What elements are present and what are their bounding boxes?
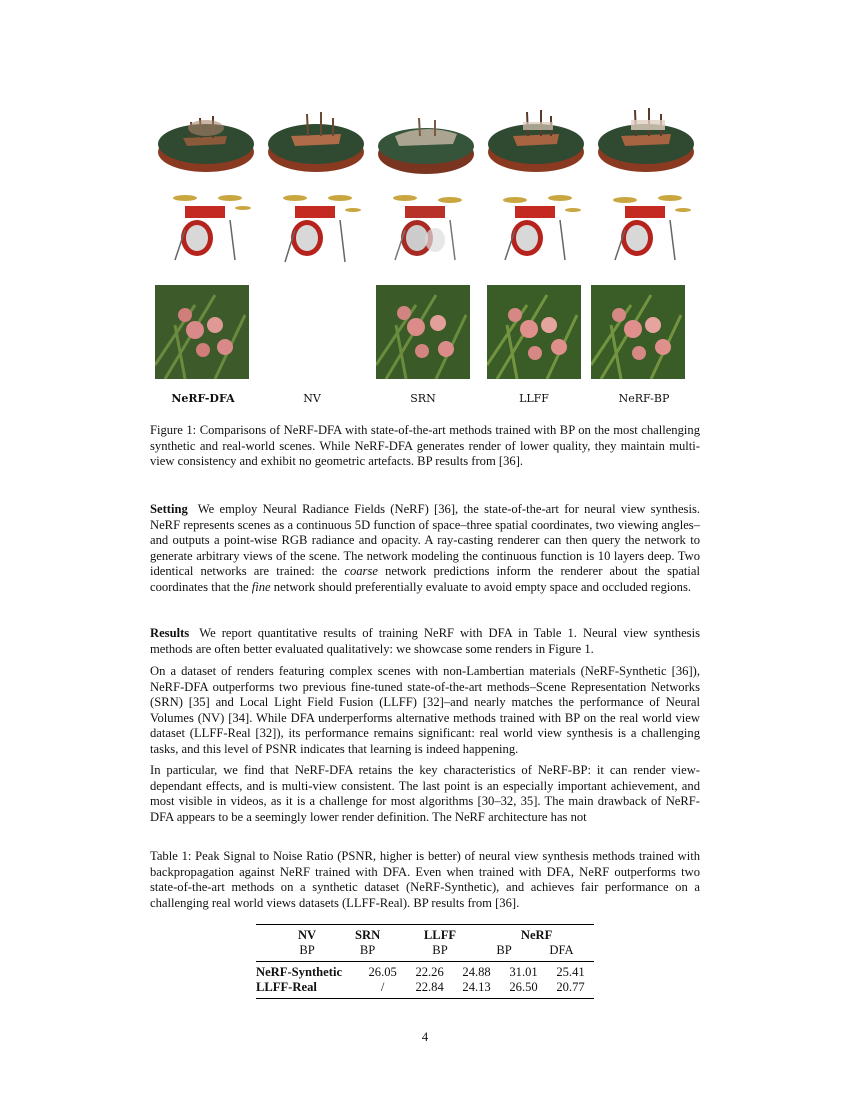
- table-sub-cell: DFA: [549, 943, 574, 957]
- column-label-llff: LLFF: [519, 392, 549, 405]
- orchid-render-llff: [487, 285, 581, 379]
- drums-render-srn: [375, 190, 477, 270]
- ship-render-srn: [375, 108, 477, 188]
- table-row: [256, 965, 594, 980]
- results-table: [256, 924, 594, 999]
- orchid-render-srn: [376, 285, 470, 379]
- table-sub-cell: BP: [299, 943, 315, 957]
- table-header-methods: [256, 928, 594, 943]
- table-head-nerf: NeRF: [520, 928, 553, 942]
- setting-heading: Setting: [150, 502, 188, 516]
- setting-text-3: network should preferentially evaluate to avoid empty space and occluded regions.: [270, 579, 692, 594]
- setting-paragraph: [150, 502, 700, 596]
- table-row-label: NeRF-Synthetic: [256, 965, 343, 979]
- orchid-render-nerf-bp: [591, 285, 685, 379]
- results-paragraph-3: In particular, we find that NeRF-DFA retains the key characteristics of NeRF-BP: it can render view-dependant effects, and is multi-view consistent. The last point is an especially important achievement, and most visible in videos, as it is a challenge for most algorithms [30–32, 35]. The main drawback of NeRF-DFA appears to be a seemingly lower render definition. The NeRF architecture has not: [150, 763, 700, 824]
- column-label-nerf-dfa: NeRF-DFA: [171, 392, 235, 405]
- table-cell: 20.77: [556, 980, 585, 994]
- drums-render-llff: [485, 190, 587, 270]
- drums-render-nerf-bp: [595, 190, 697, 270]
- setting-text-1: We employ Neural Radiance Fields (NeRF) [36], the state-of-the-art for neural view synthesis. NeRF represents scenes as a continuous 5D function of space–three spatial coordinates, two viewing angles–and outputs a point-wise RGB radiance and opacity. A ray-casting renderer can then query the network to generate arbitrary views of the scene. The network modeling the continuous function is 10 layers deep. Two identical networks are trained: the: [150, 502, 700, 579]
- table-row-label: LLFF-Real: [256, 980, 317, 994]
- drums-render-nv: [265, 190, 367, 270]
- table-cell: 25.41: [556, 965, 585, 979]
- ship-render-nerf-dfa: [155, 108, 257, 188]
- table-cell: 24.13: [462, 980, 491, 994]
- table-caption: Table 1: Peak Signal to Noise Ratio (PSNR, higher is better) of neural view synthesis methods trained with backpropagation against NeRF trained with DFA. Even when trained with DFA, NeRF outperforms two state-of-the-art methods on a synthetic dataset (NeRF-Synthetic), and achieves fair performance on a challenging real world views datasets (LLFF-Real). BP results from [36].: [150, 849, 700, 910]
- table-cell: 26.05: [368, 965, 397, 979]
- table-row: [256, 980, 594, 995]
- table-head-nv: NV: [297, 928, 317, 942]
- table-cell: 31.01: [509, 965, 538, 979]
- table-cell: 22.84: [415, 980, 444, 994]
- setting-coarse: coarse: [344, 564, 378, 579]
- setting-fine: fine: [251, 579, 271, 594]
- table-sub-cell: BP: [496, 943, 512, 957]
- results-paragraph-1: [150, 626, 700, 657]
- setting-text-2: network predictions inform the renderer about the spatial coordinates that the: [150, 564, 701, 594]
- figure-caption: Figure 1: Comparisons of NeRF-DFA with state-of-the-art methods trained with BP on the most challenging synthetic and real-world scenes. While NeRF-DFA generates render of lower quality, they maintain multi-view consistency and exhibit no geometric artefacts. BP results from [36].: [150, 423, 700, 469]
- results-text-1: We report quantitative results of training NeRF with DFA in Table 1. Neural view synthesis methods are often better evaluated qualitatively: we showcase some renders in Figure 1.: [150, 626, 700, 656]
- page-number: 4: [421, 1030, 429, 1044]
- table-head-llff: LLFF: [423, 928, 457, 942]
- column-label-srn: SRN: [410, 392, 436, 405]
- ship-render-nerf-bp: [595, 108, 697, 188]
- table-head-srn: SRN: [354, 928, 381, 942]
- drums-render-nerf-dfa: [155, 190, 257, 270]
- table-cell: 26.50: [509, 980, 538, 994]
- table-cell: 22.26: [415, 965, 444, 979]
- column-label-nerf-bp: NeRF-BP: [618, 392, 670, 405]
- table-header-sub: [256, 943, 594, 958]
- results-paragraph-2: On a dataset of renders featuring complex scenes with non-Lambertian materials (NeRF-Synthetic [36]), NeRF-DFA outperforms two previous fine-tuned state-of-the-art methods–Scene Representation Networks (SRN) [35] and Local Light Field Fusion (LLFF) [32]–and nearly matches the performance of Neural Volumes (NV) [34]. While DFA underperforms alternative methods trained with BP on the real world view dataset (LLFF-Real [32]), its performance remains significant: real world view synthesis is a challenging tasks, and this level of PSNR indicates that learning is indeed happening.: [150, 664, 700, 756]
- column-label-nv: NV: [303, 392, 321, 405]
- table-cell: /: [380, 980, 385, 994]
- results-heading: Results: [150, 626, 190, 640]
- table-sub-cell: BP: [359, 943, 376, 957]
- table-cell: 24.88: [462, 965, 491, 979]
- table-sub-cell: BP: [432, 943, 448, 957]
- figure-1: [140, 100, 710, 410]
- orchid-render-nerf-dfa: [155, 285, 249, 379]
- ship-render-llff: [485, 108, 587, 188]
- ship-render-nv: [265, 108, 367, 188]
